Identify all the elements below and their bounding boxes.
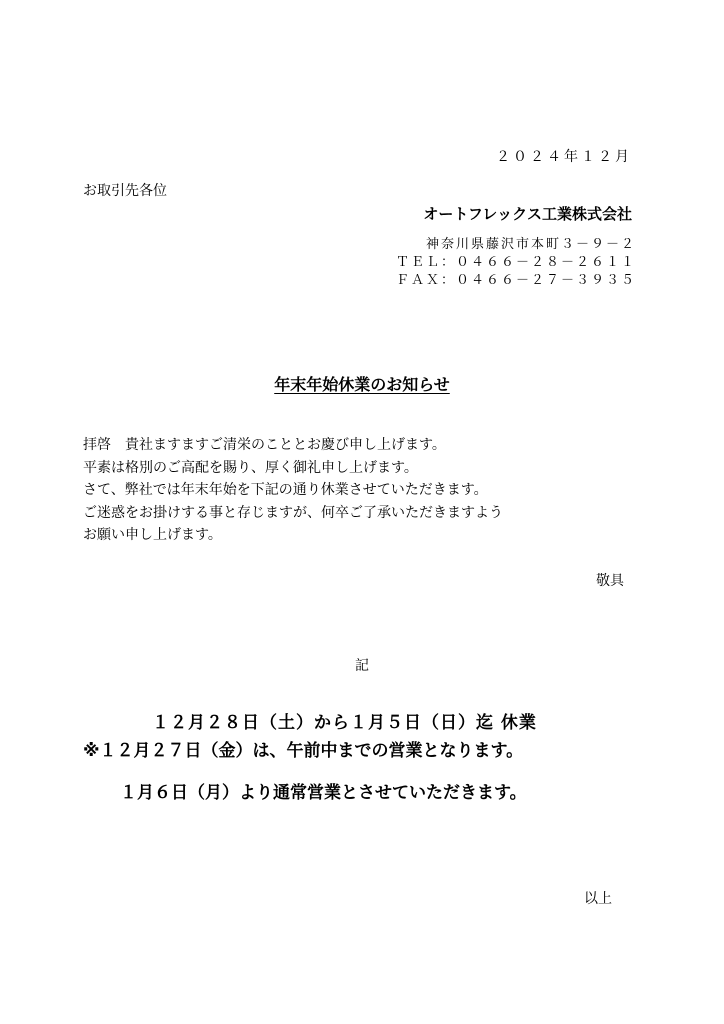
- company-contact: [396, 236, 636, 290]
- notice-title: [0, 372, 724, 395]
- body-line: さて、弊社では年末年始を下記の通り休業させていただきます。: [83, 482, 488, 498]
- ki-marker: 記: [355, 658, 369, 674]
- body-line: お願い申し上げます。: [83, 527, 222, 543]
- company-name: オートフレックス工業株式会社: [423, 205, 632, 223]
- holiday-period: １２月２８日（土）から１月５日（日）迄 休業: [152, 713, 537, 733]
- resume-notice: １月６日（月）より通常営業とさせていただきます。: [120, 783, 527, 803]
- closing-keigu: 敬具: [596, 573, 624, 589]
- recipient: お取引先各位: [83, 183, 167, 199]
- document-date: ２０２４年１２月: [496, 149, 632, 165]
- company-tel: ＴＥＬ：０４６６－２８－２６１１: [395, 255, 636, 270]
- company-address: 神奈川県藤沢市本町３－９－２: [425, 237, 636, 252]
- notice-title-text: 年末年始休業のお知らせ: [274, 375, 450, 394]
- end-ijou: 以上: [584, 891, 612, 907]
- body-line: 拝啓 貴社ますますご清栄のこととお慶び申し上げます。: [83, 437, 446, 453]
- company-fax: ＦＡＸ：０４６６－２７－３９３５: [395, 273, 636, 288]
- body-line: ご迷惑をお掛けする事と存じますが、何卒ご了承いただきますよう: [83, 504, 503, 521]
- holiday-note: ※１２月２７日（金）は、午前中までの営業となります。: [83, 741, 524, 761]
- body-text: [83, 434, 503, 547]
- body-line: 平素は格別のご高配を賜り、厚く御礼申し上げます。: [83, 459, 418, 476]
